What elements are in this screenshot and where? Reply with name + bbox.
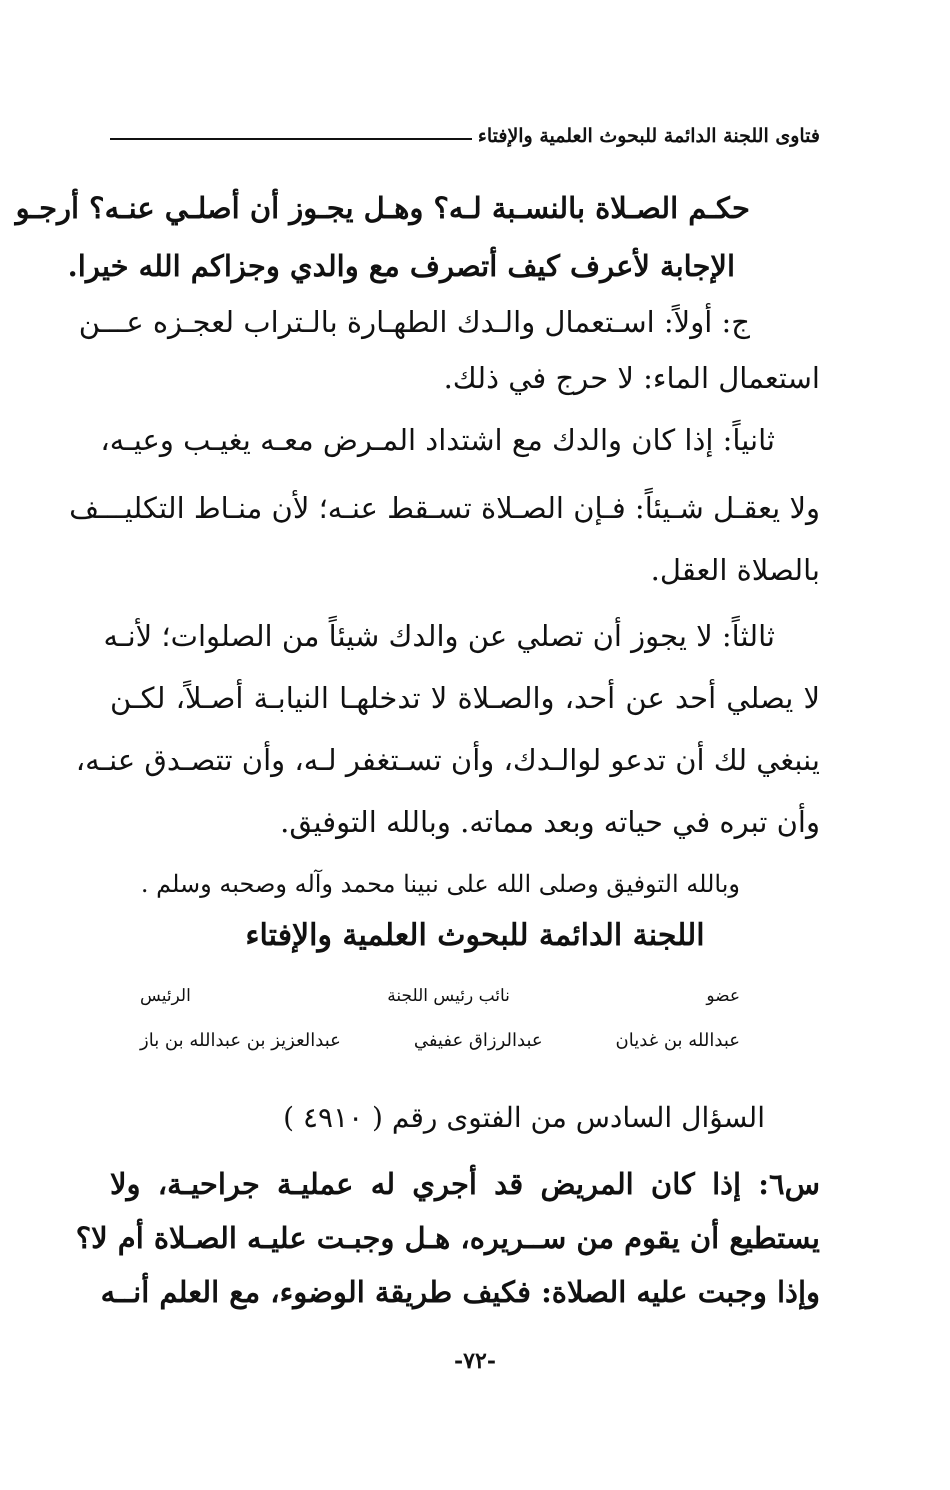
closing-line: وبالله التوفيق وصلى الله على نبينا محمد وآله وصحبه وسلم . [140, 870, 740, 898]
answer-p3-line-1: ثالثاً: لا يجوز أن تصلي عن والدك شيئاً من الصلوات؛ لأنـه [103, 619, 775, 653]
running-header [110, 118, 820, 154]
answer-p3-line-4: وأن تبره في حياته وبعد مماته. وبالله التوفيق. [280, 805, 820, 839]
name-chair: عبدالعزيز بن عبدالله بن باز [140, 1030, 341, 1051]
answer-p3-line-2: لا يصلي أحد عن أحد، والصـلاة لا تدخلهـا النيابـة أصـلاً، لكـن [110, 681, 820, 715]
answer-p2-line-1: ثانياً: إذا كان والدك مع اشتداد المـرض معـه يغيـب وعيـه، [100, 423, 775, 457]
page-number: -٧٢- [454, 1348, 496, 1374]
next-question-line-2: يستطيع أن يقوم من ســريره، هـل وجبـت عليـه الصـلاة أم لا؟ [75, 1221, 820, 1255]
role-chair: الرئيس [140, 986, 191, 1006]
question-line-2: الإجابة لأعرف كيف أتصرف مع والدي وجزاكم الله خيرا. [67, 249, 735, 283]
next-question-line-3: وإذا وجبت عليه الصلاة: فكيف طريقة الوضوء، مع العلم أنــه [100, 1275, 820, 1309]
answer-p1-line-1: ج: أولاً: اسـتعمال والـدك الطهـارة بالـتراب لعجـزه عـــن [78, 305, 750, 339]
question-line-1: حكـم الصـلاة بالنسـبة لـه؟ وهـل يجـوز أن أصلـي عنـه؟ أرجـو [15, 191, 750, 225]
answer-p2-line-2: ولا يعقـل شـيئاً: فـإن الصـلاة تسـقط عنـه؛ لأن منـاط التكليـــف [69, 491, 820, 525]
signatory-names [140, 1030, 740, 1051]
role-vice-chair: نائب رئيس اللجنة [387, 986, 510, 1006]
name-vice-chair: عبدالرزاق عفيفي [413, 1030, 543, 1051]
next-question-line-1: س٦: إذا كان المريض قد أجري له عمليـة جراحيـة، ولا [110, 1167, 820, 1201]
answer-p3-line-3: ينبغي لك أن تدعو لوالـدك، وأن تسـتغفر لـه، وأن تتصـدق عنـه، [75, 743, 820, 777]
running-header-title: فتاوى اللجنة الدائمة للبحوث العلمية والإفتاء [477, 125, 820, 147]
signatory-roles [140, 986, 740, 1006]
header-rule [110, 138, 472, 140]
next-question-heading: السؤال السادس من الفتوى رقم ( ٤٩١٠ ) [283, 1101, 765, 1134]
name-member: عبدالله بن غديان [615, 1030, 740, 1051]
committee-title: اللجنة الدائمة للبحوث العلمية والإفتاء [245, 918, 705, 953]
answer-p2-line-3: بالصلاة العقل. [650, 553, 820, 587]
answer-p1-line-2: استعمال الماء: لا حرج في ذلك. [443, 361, 820, 395]
role-member: عضو [706, 986, 740, 1006]
